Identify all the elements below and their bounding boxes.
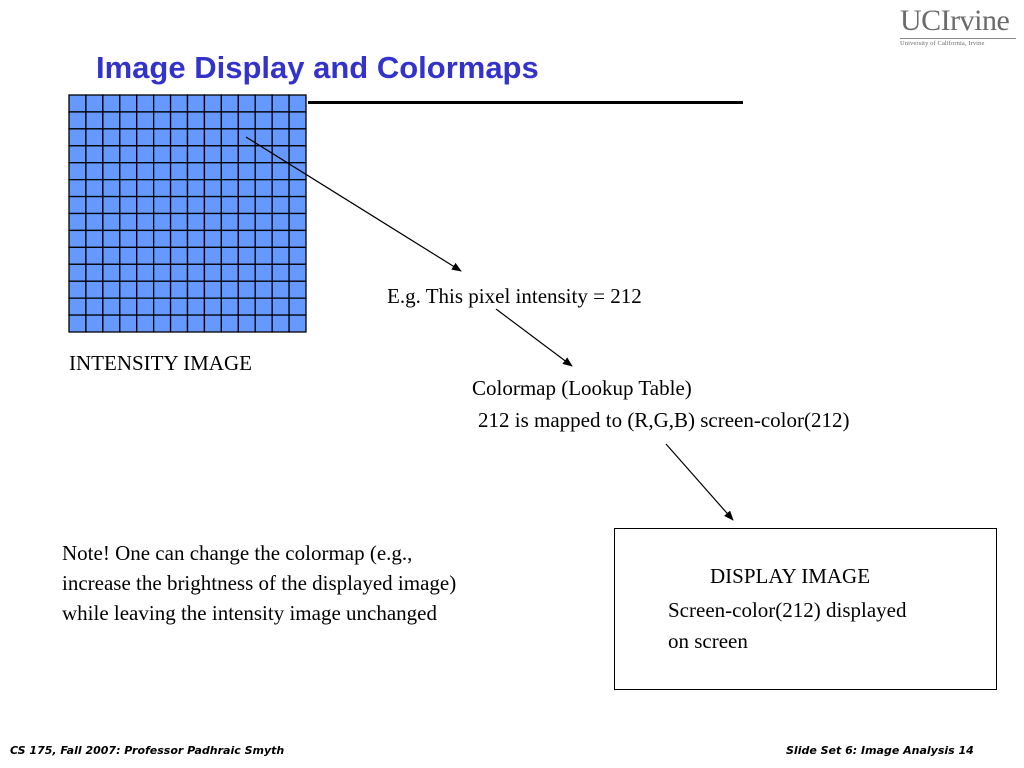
pixel-cell xyxy=(221,197,238,214)
pixel-cell xyxy=(120,95,137,112)
pixel-cell xyxy=(238,163,255,180)
pixel-cell xyxy=(69,264,86,281)
pixel-cell xyxy=(137,230,154,247)
pixel-cell xyxy=(238,230,255,247)
pixel-cell xyxy=(86,180,103,197)
pixel-cell xyxy=(171,180,188,197)
pixel-cell xyxy=(69,129,86,146)
pixel-cell xyxy=(204,129,221,146)
pixel-cell xyxy=(120,163,137,180)
pixel-cell xyxy=(255,298,272,315)
pixel-cell xyxy=(221,298,238,315)
pixel-cell xyxy=(188,112,205,129)
pixel-cell xyxy=(154,146,171,163)
pixel-cell xyxy=(272,95,289,112)
footer-slide-number: Slide Set 6: Image Analysis 14 xyxy=(786,744,974,757)
pixel-cell xyxy=(120,197,137,214)
pixel-cell xyxy=(103,298,120,315)
pixel-cell xyxy=(69,146,86,163)
pixel-cell xyxy=(103,163,120,180)
pixel-cell xyxy=(86,315,103,332)
pixel-cell xyxy=(103,214,120,231)
pixel-cell xyxy=(137,281,154,298)
pixel-cell xyxy=(255,315,272,332)
ucirvine-logo xyxy=(900,6,1016,48)
pixel-cell xyxy=(154,281,171,298)
pixel-cell xyxy=(221,129,238,146)
pixel-cell xyxy=(154,180,171,197)
pixel-cell xyxy=(86,298,103,315)
pixel-cell xyxy=(221,264,238,281)
pixel-cell xyxy=(69,247,86,264)
pixel-cell xyxy=(204,95,221,112)
pixel-cell xyxy=(238,197,255,214)
pixel-cell xyxy=(86,146,103,163)
pixel-cell xyxy=(103,95,120,112)
pixel-cell xyxy=(69,214,86,231)
pixel-cell xyxy=(171,315,188,332)
pixel-cell xyxy=(120,129,137,146)
pixel-cell xyxy=(238,112,255,129)
pixel-cell xyxy=(238,146,255,163)
pixel-cell xyxy=(103,112,120,129)
pixel-cell xyxy=(86,112,103,129)
pixel-cell xyxy=(221,163,238,180)
pixel-cell xyxy=(103,146,120,163)
pixel-cell xyxy=(204,315,221,332)
pixel-cell xyxy=(238,180,255,197)
arrow-colormap-to-display xyxy=(666,444,733,520)
pixel-cell xyxy=(69,112,86,129)
pixel-cell xyxy=(272,112,289,129)
pixel-cell xyxy=(188,95,205,112)
pixel-cell xyxy=(272,230,289,247)
pixel-cell xyxy=(221,180,238,197)
pixel-cell xyxy=(221,247,238,264)
pixel-cell xyxy=(154,95,171,112)
pixel-cell xyxy=(69,95,86,112)
pixel-cell xyxy=(204,281,221,298)
pixel-cell xyxy=(272,264,289,281)
pixel-cell xyxy=(120,247,137,264)
pixel-cell xyxy=(289,112,306,129)
pixel-cell xyxy=(120,281,137,298)
pixel-cell xyxy=(255,129,272,146)
display-image-title: DISPLAY IMAGE xyxy=(710,564,871,588)
display-image-line-2: on screen xyxy=(668,629,748,653)
pixel-cell xyxy=(289,230,306,247)
pixel-cell xyxy=(238,129,255,146)
arrow-label-to-colormap xyxy=(496,309,572,366)
pixel-cell xyxy=(272,247,289,264)
logo-subtitle: University of California, Irvine xyxy=(900,38,1016,47)
pixel-cell xyxy=(137,214,154,231)
pixel-cell xyxy=(137,180,154,197)
pixel-cell xyxy=(137,112,154,129)
pixel-cell xyxy=(171,264,188,281)
pixel-cell xyxy=(171,95,188,112)
pixel-cell xyxy=(272,129,289,146)
pixel-cell xyxy=(154,315,171,332)
pixel-cell xyxy=(103,264,120,281)
pixel-cell xyxy=(255,112,272,129)
pixel-cell xyxy=(188,163,205,180)
pixel-cell xyxy=(120,214,137,231)
pixel-cell xyxy=(238,315,255,332)
pixel-cell xyxy=(255,214,272,231)
pixel-cell xyxy=(188,281,205,298)
pixel-cell xyxy=(204,264,221,281)
pixel-cell xyxy=(272,315,289,332)
pixel-cell xyxy=(289,298,306,315)
pixel-cell xyxy=(255,247,272,264)
pixel-cell xyxy=(255,95,272,112)
pixel-cell xyxy=(137,298,154,315)
pixel-cell xyxy=(238,264,255,281)
pixel-cell xyxy=(272,214,289,231)
pixel-cell xyxy=(154,247,171,264)
pixel-cell xyxy=(204,214,221,231)
pixel-cell xyxy=(221,95,238,112)
pixel-cell xyxy=(137,163,154,180)
pixel-cell xyxy=(272,197,289,214)
pixel-cell xyxy=(171,112,188,129)
pixel-cell xyxy=(255,264,272,281)
pixel-cell xyxy=(120,264,137,281)
pixel-cell xyxy=(120,298,137,315)
pixel-cell xyxy=(103,129,120,146)
pixel-cell xyxy=(289,95,306,112)
pixel-cell xyxy=(86,197,103,214)
pixel-cell xyxy=(221,214,238,231)
pixel-cell xyxy=(86,264,103,281)
pixel-cell xyxy=(154,230,171,247)
pixel-cell xyxy=(69,197,86,214)
pixel-cell xyxy=(171,163,188,180)
pixel-cell xyxy=(289,163,306,180)
pixel-cell xyxy=(188,146,205,163)
pixel-cell xyxy=(86,281,103,298)
pixel-cell xyxy=(255,146,272,163)
pixel-cell xyxy=(289,264,306,281)
pixel-cell xyxy=(255,163,272,180)
pixel-cell xyxy=(204,146,221,163)
pixel-cell xyxy=(238,214,255,231)
pixel-cell xyxy=(120,315,137,332)
pixel-cell xyxy=(154,197,171,214)
pixel-cell xyxy=(171,214,188,231)
pixel-cell xyxy=(154,214,171,231)
pixel-cell xyxy=(272,180,289,197)
pixel-cell xyxy=(103,180,120,197)
colormap-heading: Colormap (Lookup Table) xyxy=(472,376,692,400)
pixel-cell xyxy=(137,247,154,264)
pixel-cell xyxy=(204,197,221,214)
colormap-mapping-text: 212 is mapped to (R,G,B) screen-color(212) xyxy=(478,408,850,432)
title-underline xyxy=(308,101,743,104)
slide-title: Image Display and Colormaps xyxy=(96,50,539,85)
note-line-3: while leaving the intensity image unchanged xyxy=(62,601,437,625)
pixel-cell xyxy=(289,315,306,332)
pixel-cell xyxy=(289,180,306,197)
pixel-cell xyxy=(255,230,272,247)
logo-wordmark: UCIrvine xyxy=(900,4,1010,37)
pixel-cell xyxy=(120,146,137,163)
pixel-cell xyxy=(154,264,171,281)
note-text xyxy=(62,538,456,628)
pixel-cell xyxy=(289,214,306,231)
pixel-cell xyxy=(120,230,137,247)
pixel-cell xyxy=(204,298,221,315)
pixel-cell xyxy=(69,298,86,315)
display-image-line-1: Screen-color(212) displayed xyxy=(668,598,907,622)
pixel-cell xyxy=(154,298,171,315)
pixel-cell xyxy=(204,180,221,197)
pixel-cell xyxy=(171,230,188,247)
pixel-cell xyxy=(154,163,171,180)
pixel-cell xyxy=(204,112,221,129)
pixel-cell xyxy=(171,129,188,146)
pixel-cell xyxy=(69,315,86,332)
pixel-cell xyxy=(255,197,272,214)
pixel-cell xyxy=(154,112,171,129)
pixel-cell xyxy=(171,197,188,214)
pixel-cell xyxy=(204,163,221,180)
pixel-cell xyxy=(171,146,188,163)
pixel-cell xyxy=(188,298,205,315)
pixel-cell xyxy=(188,180,205,197)
pixel-cell xyxy=(69,180,86,197)
pixel-cell xyxy=(137,146,154,163)
pixel-cell xyxy=(103,230,120,247)
pixel-cell xyxy=(86,95,103,112)
pixel-cell xyxy=(188,247,205,264)
intensity-image-grid xyxy=(68,94,307,333)
pixel-cell xyxy=(171,247,188,264)
footer-course: CS 175, Fall 2007: Professor Padhraic Smyth xyxy=(10,744,285,757)
pixel-cell xyxy=(272,298,289,315)
pixel-cell xyxy=(86,247,103,264)
pixel-cell xyxy=(137,197,154,214)
pixel-cell xyxy=(188,197,205,214)
note-line-2: increase the brightness of the displayed image) xyxy=(62,571,457,595)
pixel-cell xyxy=(137,315,154,332)
pixel-cell xyxy=(137,264,154,281)
pixel-cell xyxy=(103,197,120,214)
pixel-cell xyxy=(86,214,103,231)
pixel-cell xyxy=(289,281,306,298)
pixel-cell xyxy=(188,315,205,332)
pixel-cell xyxy=(238,298,255,315)
pixel-cell xyxy=(154,129,171,146)
pixel-cell xyxy=(69,163,86,180)
pixel-cell xyxy=(221,230,238,247)
pixel-cell xyxy=(69,230,86,247)
pixel-cell xyxy=(221,281,238,298)
pixel-cell xyxy=(86,129,103,146)
pixel-cell xyxy=(289,146,306,163)
note-line-1: Note! One can change the colormap (e.g., xyxy=(62,541,413,565)
pixel-cell xyxy=(272,146,289,163)
pixel-cell xyxy=(137,95,154,112)
pixel-cell xyxy=(204,230,221,247)
pixel-cell xyxy=(238,281,255,298)
pixel-cell xyxy=(272,281,289,298)
pixel-cell xyxy=(188,264,205,281)
pixel-cell xyxy=(69,281,86,298)
pixel-cell xyxy=(255,180,272,197)
pixel-cell xyxy=(188,230,205,247)
pixel-cell xyxy=(204,247,221,264)
pixel-cell xyxy=(255,281,272,298)
pixel-cell xyxy=(171,281,188,298)
pixel-cell xyxy=(137,129,154,146)
pixel-cell xyxy=(272,163,289,180)
pixel-cell xyxy=(289,129,306,146)
pixel-cell xyxy=(103,281,120,298)
pixel-cell xyxy=(289,197,306,214)
pixel-cell xyxy=(188,214,205,231)
pixel-cell xyxy=(120,180,137,197)
pixel-intensity-label: E.g. This pixel intensity = 212 xyxy=(387,284,642,308)
pixel-cell xyxy=(238,247,255,264)
pixel-cell xyxy=(171,298,188,315)
pixel-cell xyxy=(289,247,306,264)
pixel-cell xyxy=(238,95,255,112)
pixel-cell xyxy=(120,112,137,129)
pixel-cell xyxy=(103,247,120,264)
pixel-cell xyxy=(86,230,103,247)
pixel-cell xyxy=(221,112,238,129)
pixel-cell xyxy=(221,146,238,163)
intensity-image-caption: INTENSITY IMAGE xyxy=(69,351,252,375)
pixel-cell xyxy=(86,163,103,180)
pixel-cell xyxy=(188,129,205,146)
pixel-cell xyxy=(221,315,238,332)
pixel-cell xyxy=(103,315,120,332)
